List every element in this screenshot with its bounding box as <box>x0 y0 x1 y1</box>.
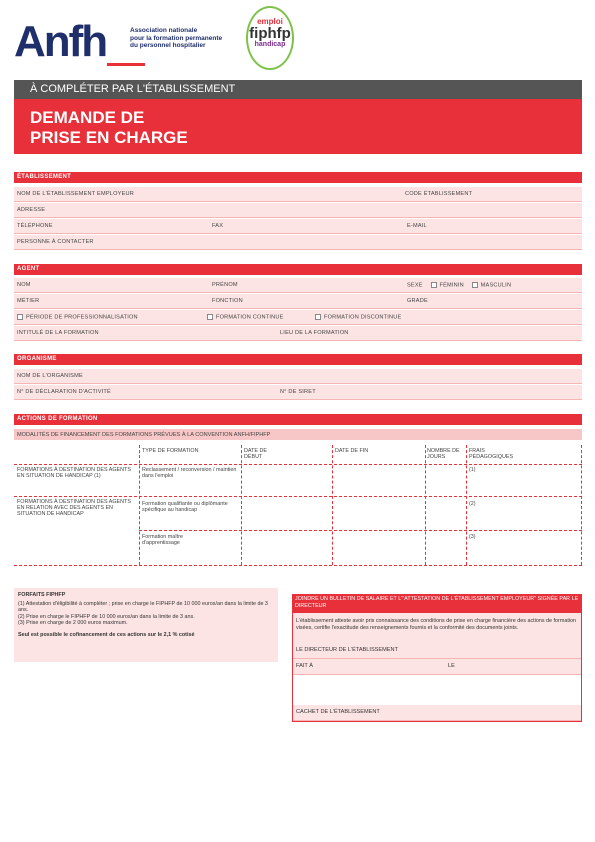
fait-a-field[interactable]: FAIT À <box>296 663 313 669</box>
agent-nom-field[interactable]: NOM <box>17 282 31 288</box>
checkbox-masculin[interactable] <box>472 282 478 288</box>
table-divider <box>14 464 582 465</box>
section-etablissement-head: ÉTABLISSEMENT <box>14 172 582 183</box>
etablissement-code-field[interactable]: CODE ÉTABLISSEMENT <box>405 191 473 197</box>
etablissement-telephone-field[interactable]: TÉLÉPHONE <box>17 223 53 229</box>
agent-discontinue-option <box>312 310 462 324</box>
agent-prenom-field[interactable]: PRÉNOM <box>212 282 238 288</box>
organisme-nom-field[interactable]: NOM DE L'ORGANISME <box>17 373 83 379</box>
forfaits-title: FORFAITS FIPHFP <box>18 592 66 598</box>
checkbox-feminin-label: FÉMININ <box>439 282 464 289</box>
row-type-apprentissage: Formation maître d'apprentissage <box>142 534 184 547</box>
page-title <box>14 99 582 154</box>
table-divider <box>241 445 242 565</box>
organisme-declaration-field[interactable]: N° DE DÉCLARATION D'ACTIVITÉ <box>17 389 111 395</box>
row-organisme-nom <box>14 369 582 384</box>
actions-modalites: MODALITÉS DE FINANCEMENT DES FORMATIONS PRÉVUES À LA CONVENTION ANFH/FIPHFP <box>14 429 582 440</box>
checkbox-formation-continue-label: FORMATION CONTINUE <box>216 314 284 321</box>
table-divider <box>14 565 582 566</box>
fiphfp-logo <box>246 6 294 70</box>
agent-periode-option <box>14 310 204 324</box>
le-field[interactable]: LE <box>448 663 455 669</box>
col-header-frais: FRAIS PÉDAGOGIQUES <box>469 448 514 461</box>
row-agent-identite <box>14 278 582 293</box>
row-organisme-ids <box>14 385 582 400</box>
directeur-field[interactable]: LE DIRECTEUR DE L'ÉTABLISSEMENT <box>293 643 581 659</box>
row-label-handicap: FORMATIONS À DESTINATION DES AGENTS EN SITUATION DE HANDICAP (1) <box>17 467 131 480</box>
anfh-tagline <box>130 27 260 50</box>
agent-intitule-field[interactable]: INTITULÉ DE LA FORMATION <box>17 330 99 336</box>
forfaits-line-4: Seul est possible le cofinancement de ces actions sur le 2,1 % cotisé <box>18 631 195 638</box>
table-divider <box>332 445 333 565</box>
etablissement-nom-field[interactable]: NOM DE L'ÉTABLISSEMENT EMPLOYEUR <box>17 191 134 197</box>
checkbox-formation-discontinue-label: FORMATION DISCONTINUE <box>324 314 402 321</box>
anfh-tagline-line: pour la formation permanente <box>130 34 223 42</box>
anfh-logo-bar <box>107 63 145 66</box>
row-label-relation: FORMATIONS À DESTINATION DES AGENTS EN RELATION AVEC DES AGENTS EN SITUATION DE HANDICAP <box>17 499 131 518</box>
fiphfp-logo-main: fiphfp <box>249 25 291 42</box>
etablissement-adresse-field[interactable]: ADRESSE <box>17 207 46 213</box>
forfaits-box <box>14 588 278 662</box>
etablissement-contact-field[interactable]: PERSONNE À CONTACTER <box>17 239 94 245</box>
table-divider <box>14 496 582 497</box>
checkbox-formation-continue[interactable] <box>207 314 213 320</box>
row-note-1: (1) <box>469 467 476 473</box>
section-organisme-head: ORGANISME <box>14 354 582 365</box>
checkbox-formation-discontinue[interactable] <box>315 314 321 320</box>
anfh-tagline-line: du personnel hospitalier <box>130 42 206 50</box>
checkbox-periode[interactable] <box>17 314 23 320</box>
fiphfp-logo-top: emploi <box>257 17 283 26</box>
signature-text: L'établissement atteste avoir pris connaissance des conditions de prise en charge financière des actions de formation visées, certifie l'exactitude des renseignements fournis et la conformité des documents joints. <box>293 613 581 643</box>
banner-instruction: À COMPLÉTER PAR L'ÉTABLISSEMENT <box>14 80 582 99</box>
agent-metier-field[interactable]: MÉTIER <box>17 298 40 304</box>
fait-le-row <box>293 659 581 675</box>
agent-fonction-field[interactable]: FONCTION <box>212 298 243 304</box>
anfh-logo <box>14 17 107 66</box>
col-header-jours: NOMBRE DE JOURS <box>427 448 460 461</box>
row-type-reclassement: Reclassement / reconversion / maintien dans l'emploi <box>142 467 237 480</box>
col-header-fin: DATE DE FIN <box>335 448 369 454</box>
agent-sexe-field <box>404 278 582 292</box>
col-header-type: TYPE DE FORMATION <box>142 448 199 454</box>
page-title-line-1: DEMANDE DE <box>30 108 145 127</box>
row-agent-poste <box>14 294 582 309</box>
checkbox-feminin[interactable] <box>431 282 437 288</box>
anfh-tagline-line: Association nationale <box>130 27 198 34</box>
forfaits-line-2: (2) Prise en charge le FIPHFP de 10 000 euros/an dans la limite de 3 ans. <box>18 613 195 620</box>
section-actions-head: ACTIONS DE FORMATION <box>14 414 582 425</box>
row-note-3: (3) <box>469 534 476 540</box>
anfh-logo-text: Anfh <box>14 17 107 66</box>
section-agent-head: AGENT <box>14 264 582 275</box>
actions-table <box>14 445 582 565</box>
signature-box <box>292 613 582 722</box>
row-type-qualifiante: Formation qualifiante ou diplômante spécifique au handicap <box>142 501 228 514</box>
agent-continue-option <box>204 310 312 324</box>
cachet-field[interactable]: CACHET DE L'ÉTABLISSEMENT <box>293 705 581 721</box>
checkbox-periode-label: PÉRIODE DE PROFESSIONNALISATION <box>26 314 138 321</box>
table-divider <box>139 530 582 531</box>
forfaits-line-1: (1) Attestation d'éligibilité à compléter ; prise en charge le FIPHFP de 10 000 euros/an dans la limite de 3 ans. <box>18 600 268 614</box>
organisme-siret-field[interactable]: N° DE SIRET <box>280 389 316 395</box>
agent-lieu-field[interactable]: LIEU DE LA FORMATION <box>280 330 349 336</box>
col-header-debut: DATE DE DÉBUT <box>244 448 267 461</box>
table-divider <box>425 445 426 565</box>
signature-block <box>292 594 582 722</box>
page-header <box>0 0 595 80</box>
table-divider <box>466 445 467 565</box>
table-divider <box>139 445 140 565</box>
page-title-line-2: PRISE EN CHARGE <box>30 128 188 147</box>
row-etablissement-personne <box>14 235 582 250</box>
row-note-2: (2) <box>469 501 476 507</box>
row-etablissement-adresse <box>14 203 582 218</box>
signature-head: JOINDRE UN BULLETIN DE SALAIRE ET L'"ATTESTATION DE L'ÉTABLISSEMENT EMPLOYEUR" SIGNÉE PAR LE DIRECTEUR <box>292 594 582 613</box>
row-agent-formation <box>14 326 582 341</box>
agent-grade-field[interactable]: GRADE <box>407 298 428 304</box>
etablissement-fax-field[interactable]: FAX <box>212 223 224 229</box>
agent-sexe-label: SEXE <box>407 282 423 289</box>
fiphfp-logo-bottom: handicap <box>254 41 286 48</box>
row-etablissement-nom <box>14 187 582 202</box>
forfaits-line-3: (3) Prise en charge de 2 000 euros maximum. <box>18 620 128 627</box>
table-divider <box>581 445 582 565</box>
row-agent-type-formation <box>14 310 582 325</box>
row-etablissement-contact-info <box>14 219 582 234</box>
checkbox-masculin-label: MASCULIN <box>480 282 512 289</box>
etablissement-email-field[interactable]: E-MAIL <box>407 223 427 229</box>
